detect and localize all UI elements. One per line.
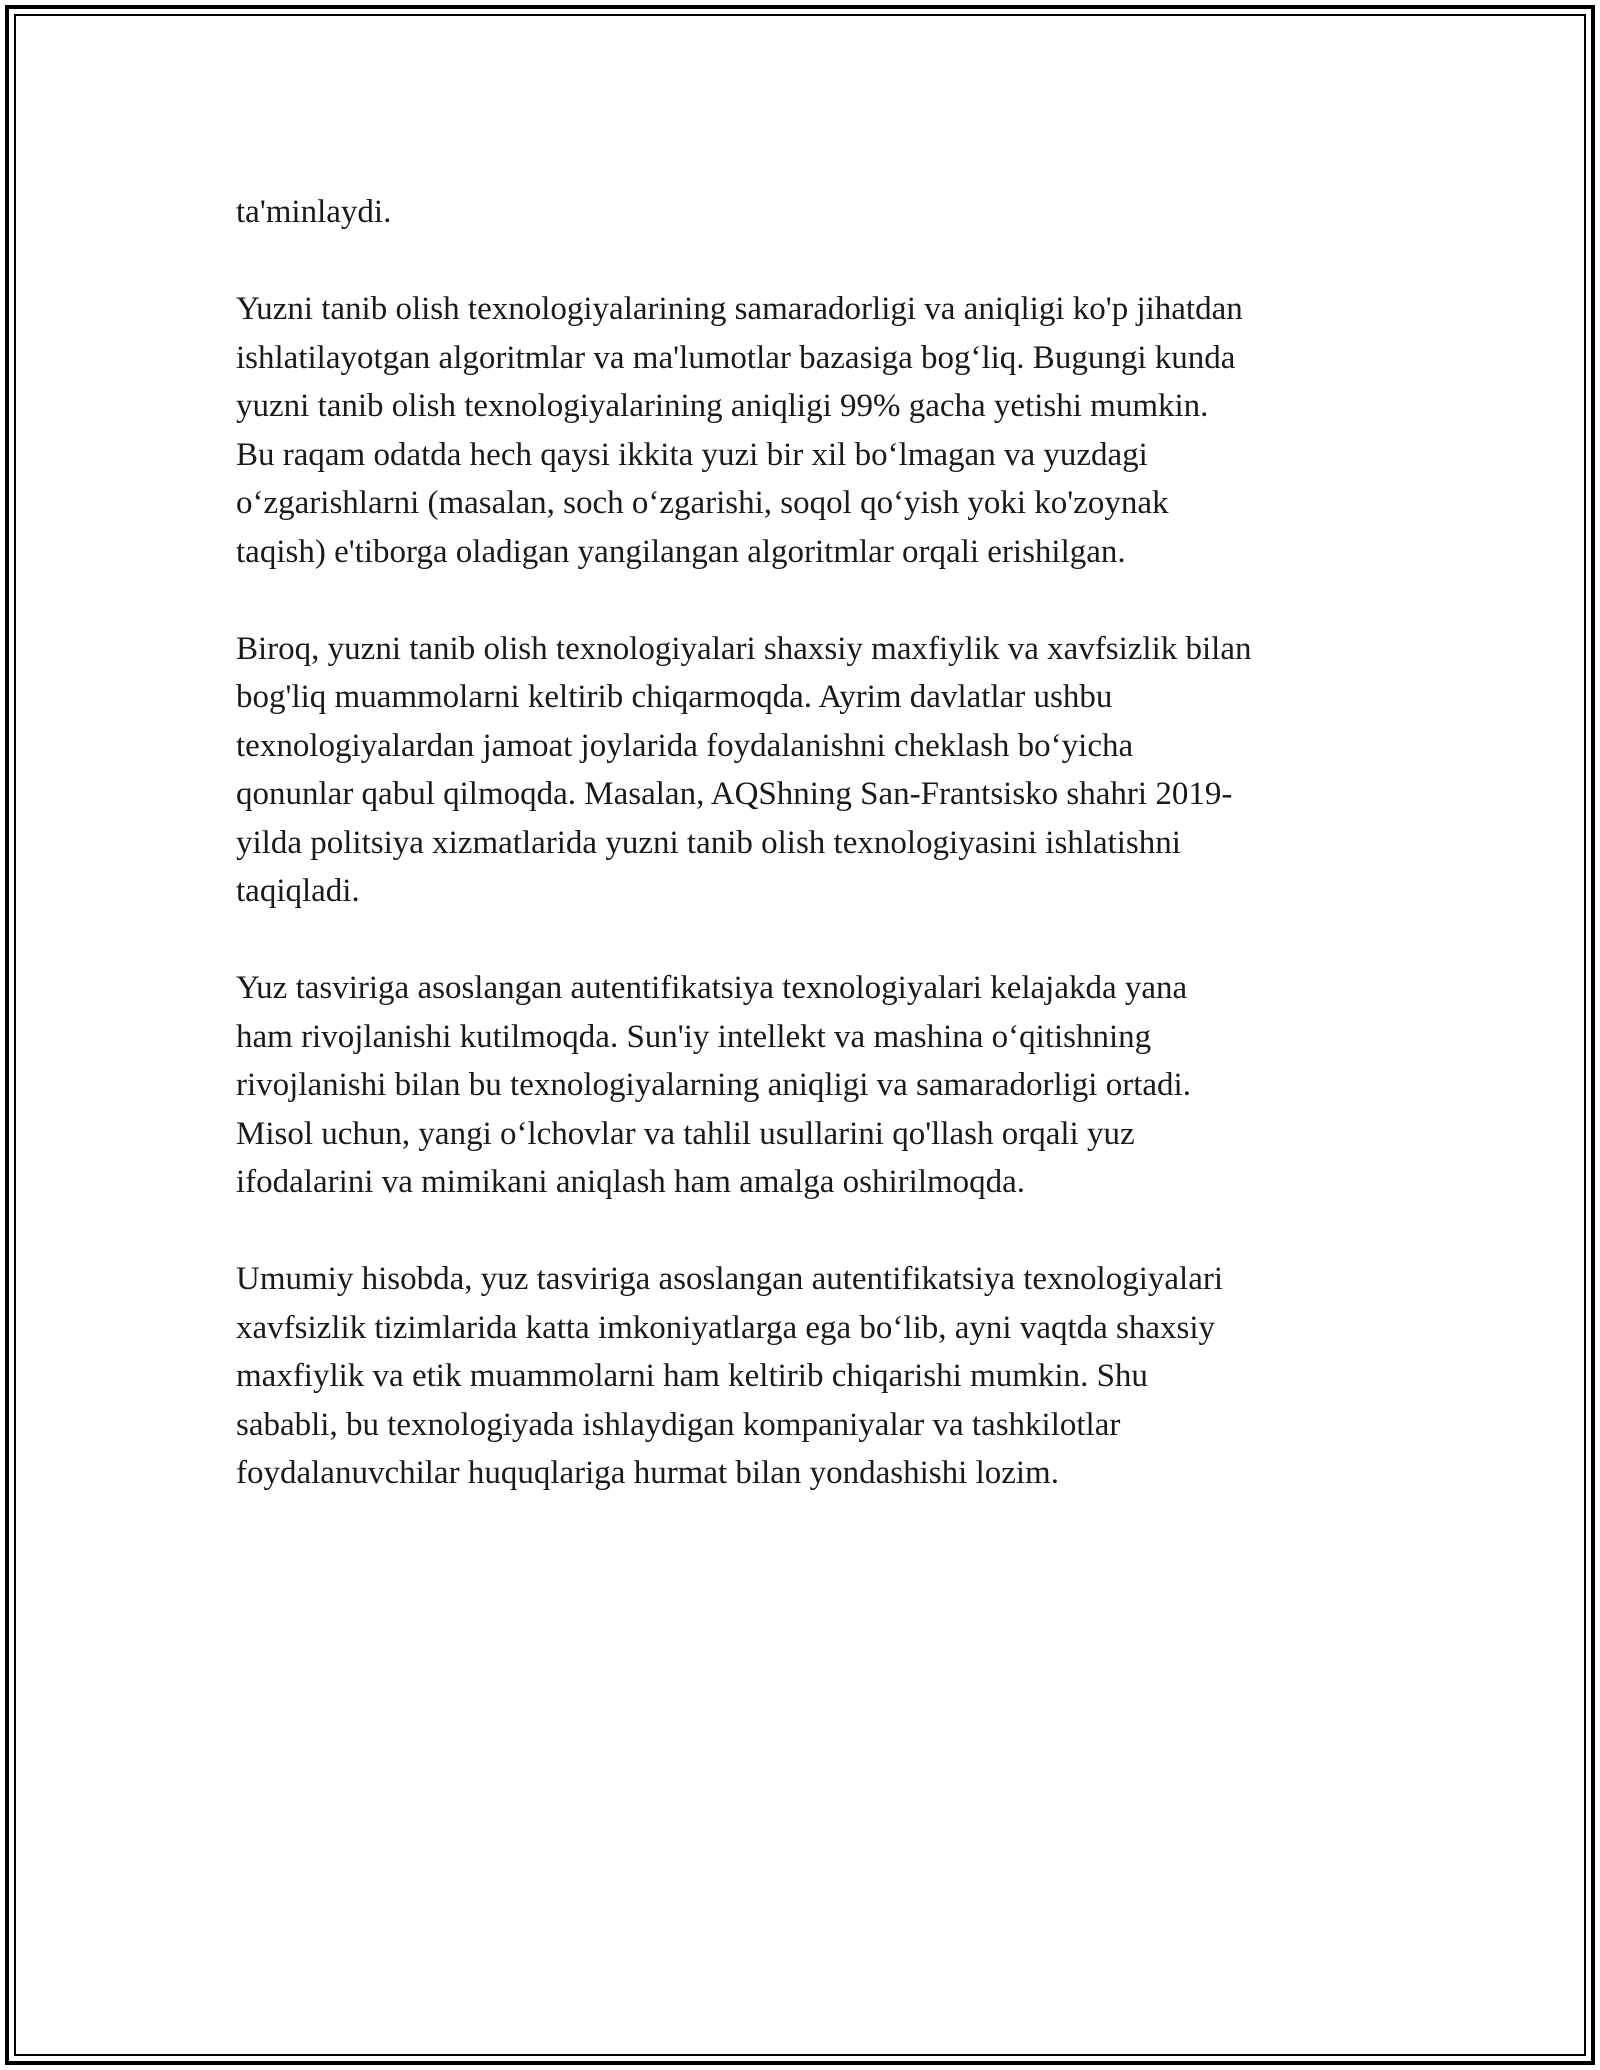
text-line: ta'minlaydi. (236, 194, 392, 230)
paragraph-5 (236, 1255, 1376, 1498)
text-line: maxfiylik va etik muammolarni ham keltirib chiqarishi mumkin. Shu (236, 1358, 1148, 1394)
text-line: rivojlanishi bilan bu texnologiyalarning aniqligi va samaradorligi ortadi. (236, 1067, 1191, 1103)
text-line: Bu raqam odatda hech qaysi ikkita yuzi bir xil bo‘lmagan va yuzdagi (236, 436, 1148, 473)
paragraph-2 (236, 285, 1376, 576)
text-line: ifodalarini va mimikani aniqlash ham amalga oshirilmoqda. (236, 1164, 1026, 1200)
text-line: Umumiy hisobda, yuz tasviriga asoslangan autentifikatsiya texnologiyalari (236, 1261, 1224, 1297)
text-line: Yuzni tanib olish texnologiyalarining samaradorligi va aniqligi ko'p jihatdan (236, 291, 1243, 327)
text-line: bog'liq muammolarni keltirib chiqarmoqda. Ayrim davlatlar ushbu (236, 679, 1113, 715)
text-line: yilda politsiya xizmatlarida yuzni tanib olish texnologiyasini ishlatishni (236, 824, 1181, 861)
text-line: o‘zgarishlarni (masalan, soch o‘zgarishi, soqol qo‘yish yoki ko'zoynak (236, 485, 1169, 521)
text-line: taqish) e'tiborga oladigan yangilangan algoritmlar orqali erishilgan. (236, 533, 1126, 570)
text-line: ham rivojlanishi kutilmoqda. Sun'iy intellekt va mashina o‘qitishning (236, 1018, 1152, 1055)
text-line: taqiqladi. (236, 873, 360, 909)
text-line: ishlatilayotgan algoritmlar va ma'lumotlar bazasiga bog‘liq. Bugungi kunda (236, 339, 1236, 376)
text-line: qonunlar qabul qilmoqda. Masalan, AQShning San-Frantsisko shahri 2019- (236, 776, 1233, 812)
text-line: Yuz tasviriga asoslangan autentifikatsiya texnologiyalari kelajakda yana (236, 970, 1188, 1006)
paragraph-3 (236, 625, 1376, 916)
document-body (236, 188, 1376, 1546)
paragraph-4 (236, 964, 1376, 1207)
paragraph-1 (236, 188, 1376, 237)
text-line: yuzni tanib olish texnologiyalarining aniqligi 99% gacha yetishi mumkin. (236, 388, 1209, 424)
text-line: foydalanuvchilar huquqlariga hurmat bilan yondashishi lozim. (236, 1455, 1059, 1491)
text-line: texnologiyalardan jamoat joylarida foydalanishni cheklash bo‘yicha (236, 727, 1134, 764)
text-line: Misol uchun, yangi o‘lchovlar va tahlil usullarini qo'llash orqali yuz (236, 1115, 1135, 1152)
text-line: xavfsizlik tizimlarida katta imkoniyatlarga ega bo‘lib, ayni vaqtda shaxsiy (236, 1309, 1216, 1346)
text-line: Biroq, yuzni tanib olish texnologiyalari shaxsiy maxfiylik va xavfsizlik bilan (236, 630, 1252, 667)
text-line: sababli, bu texnologiyada ishlaydigan kompaniyalar va tashkilotlar (236, 1406, 1121, 1443)
